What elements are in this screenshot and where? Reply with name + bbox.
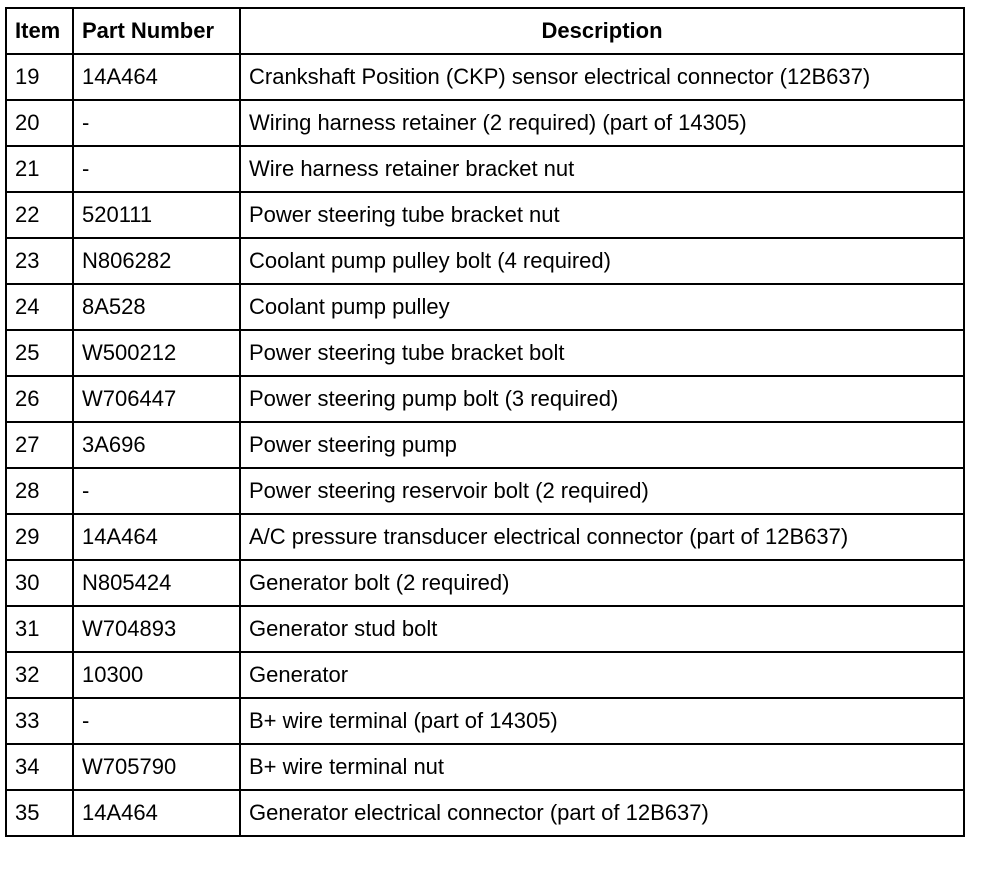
item-cell: 20 <box>6 100 73 146</box>
item-cell: 30 <box>6 560 73 606</box>
item-cell: 19 <box>6 54 73 100</box>
table-row <box>6 514 964 560</box>
table-row <box>6 744 964 790</box>
part-number-cell: - <box>73 468 240 514</box>
item-cell: 29 <box>6 514 73 560</box>
table-row <box>6 146 964 192</box>
part-number-cell: N806282 <box>73 238 240 284</box>
part-number-cell: W704893 <box>73 606 240 652</box>
part-number-cell: - <box>73 698 240 744</box>
table-row <box>6 790 964 836</box>
description-cell: Power steering pump <box>240 422 964 468</box>
part-number-cell: W705790 <box>73 744 240 790</box>
description-cell: Power steering reservoir bolt (2 required) <box>240 468 964 514</box>
description-cell: Generator bolt (2 required) <box>240 560 964 606</box>
table-row <box>6 468 964 514</box>
description-cell: B+ wire terminal nut <box>240 744 964 790</box>
description-cell: Coolant pump pulley <box>240 284 964 330</box>
description-cell: Generator stud bolt <box>240 606 964 652</box>
parts-table <box>5 7 965 837</box>
description-cell: Power steering tube bracket bolt <box>240 330 964 376</box>
description-cell: Wire harness retainer bracket nut <box>240 146 964 192</box>
item-cell: 24 <box>6 284 73 330</box>
item-cell: 25 <box>6 330 73 376</box>
part-number-cell: 8A528 <box>73 284 240 330</box>
item-cell: 31 <box>6 606 73 652</box>
description-cell: A/C pressure transducer electrical connector (part of 12B637) <box>240 514 964 560</box>
item-column-header: Item <box>6 8 73 54</box>
part-number-cell: 10300 <box>73 652 240 698</box>
part-number-cell: - <box>73 100 240 146</box>
table-row <box>6 54 964 100</box>
item-cell: 33 <box>6 698 73 744</box>
item-cell: 34 <box>6 744 73 790</box>
part-number-cell: W706447 <box>73 376 240 422</box>
part-number-cell: 14A464 <box>73 514 240 560</box>
table-row <box>6 192 964 238</box>
header-row <box>6 8 964 54</box>
description-cell: Generator <box>240 652 964 698</box>
description-cell: Crankshaft Position (CKP) sensor electrical connector (12B637) <box>240 54 964 100</box>
parts-table-body <box>6 54 964 836</box>
item-cell: 22 <box>6 192 73 238</box>
part-number-cell: W500212 <box>73 330 240 376</box>
description-cell: Power steering tube bracket nut <box>240 192 964 238</box>
part-number-cell: 520111 <box>73 192 240 238</box>
description-cell: Power steering pump bolt (3 required) <box>240 376 964 422</box>
table-row <box>6 560 964 606</box>
table-row <box>6 238 964 284</box>
table-row <box>6 606 964 652</box>
item-cell: 27 <box>6 422 73 468</box>
description-cell: Coolant pump pulley bolt (4 required) <box>240 238 964 284</box>
item-cell: 26 <box>6 376 73 422</box>
table-row <box>6 698 964 744</box>
part-number-column-header: Part Number <box>73 8 240 54</box>
table-row <box>6 284 964 330</box>
table-row <box>6 422 964 468</box>
part-number-cell: 3A696 <box>73 422 240 468</box>
item-cell: 23 <box>6 238 73 284</box>
table-row <box>6 652 964 698</box>
table-row <box>6 376 964 422</box>
table-row <box>6 100 964 146</box>
description-cell: B+ wire terminal (part of 14305) <box>240 698 964 744</box>
table-row <box>6 330 964 376</box>
part-number-cell: - <box>73 146 240 192</box>
item-cell: 32 <box>6 652 73 698</box>
description-cell: Generator electrical connector (part of 12B637) <box>240 790 964 836</box>
part-number-cell: 14A464 <box>73 54 240 100</box>
description-cell: Wiring harness retainer (2 required) (part of 14305) <box>240 100 964 146</box>
part-number-cell: 14A464 <box>73 790 240 836</box>
item-cell: 28 <box>6 468 73 514</box>
description-column-header: Description <box>240 8 964 54</box>
part-number-cell: N805424 <box>73 560 240 606</box>
item-cell: 35 <box>6 790 73 836</box>
item-cell: 21 <box>6 146 73 192</box>
